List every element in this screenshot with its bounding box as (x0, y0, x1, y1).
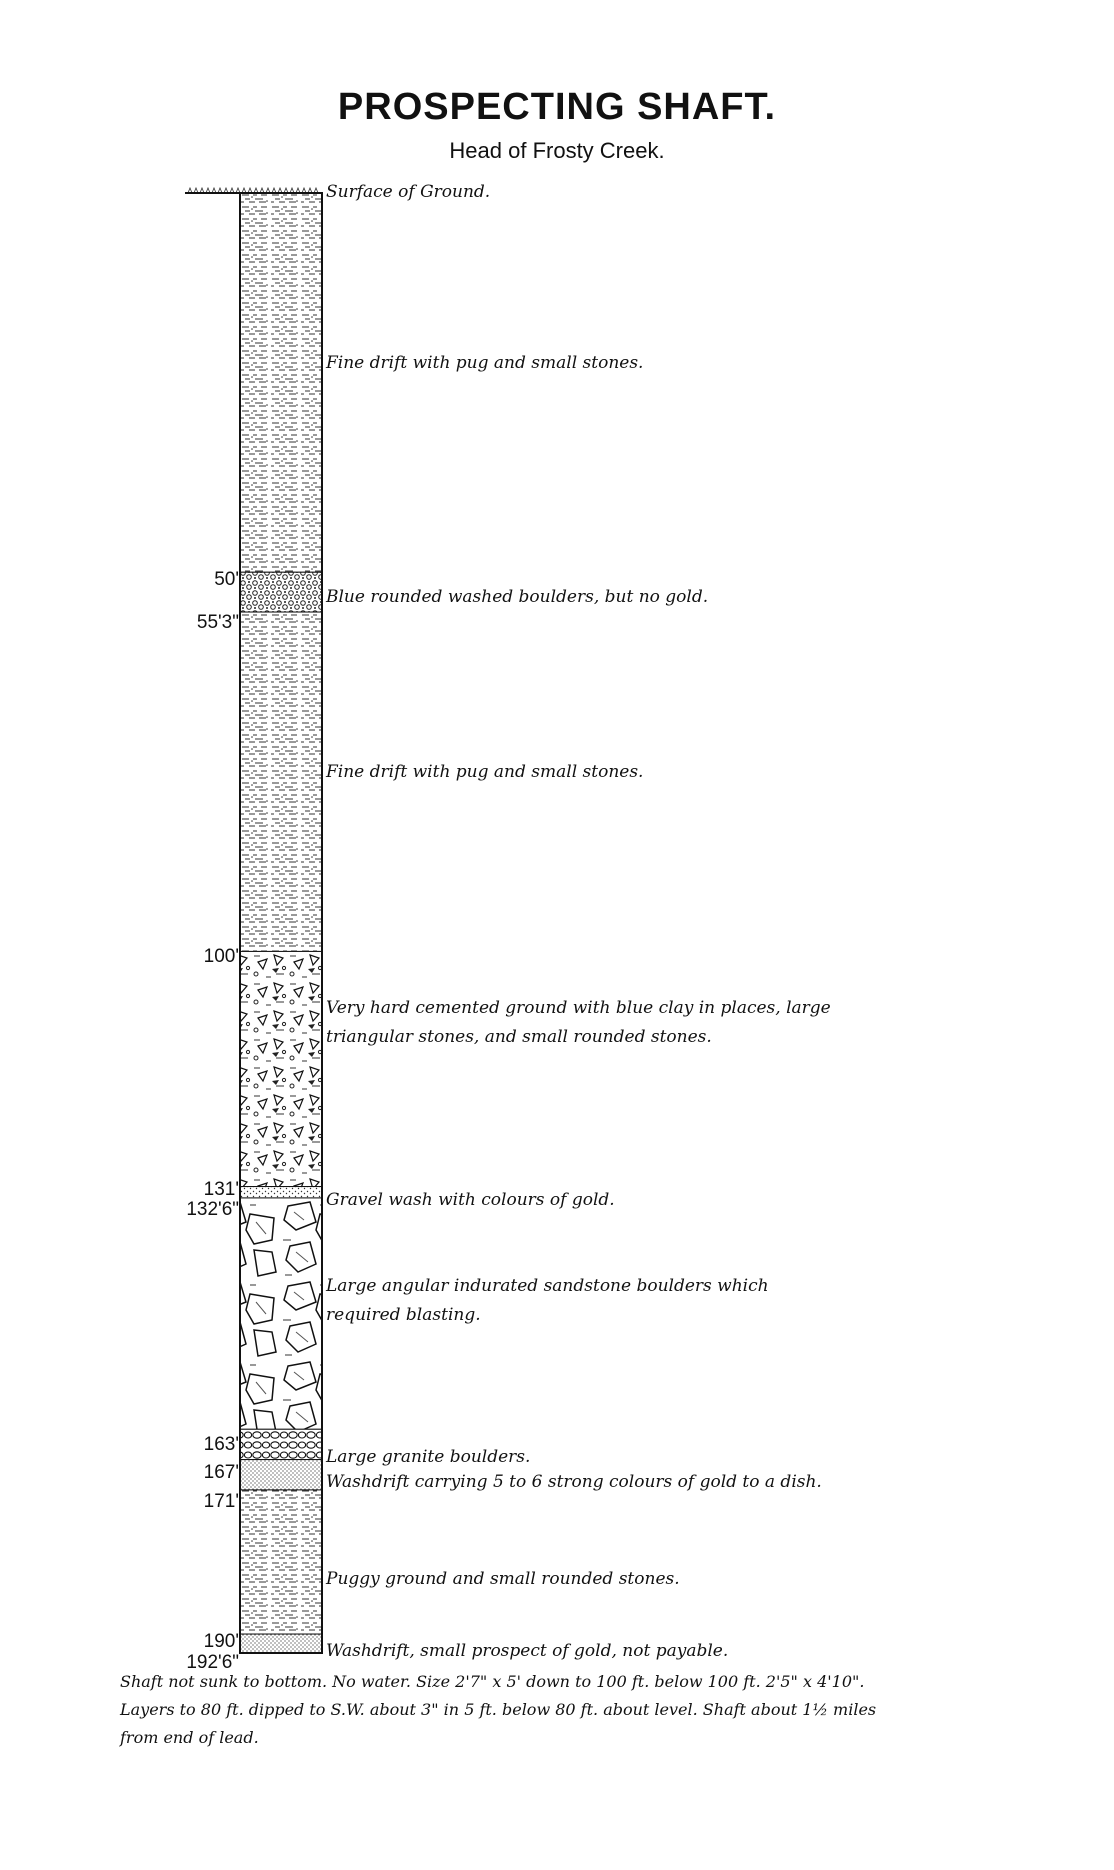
layer-description: Gravel wash with colours of gold. (326, 1190, 615, 1210)
depth-label-192-6: 192'6" (186, 1652, 239, 1673)
stratum-drift (240, 1490, 322, 1634)
stratum-washdrift (240, 1460, 322, 1490)
layer-description: Washdrift, small prospect of gold, not payable. (326, 1641, 729, 1661)
layer-description: Puggy ground and small rounded stones. (326, 1569, 680, 1589)
depth-label-190: 190' (203, 1631, 239, 1652)
footnote (120, 1668, 1020, 1752)
depth-label-50: 50' (214, 569, 239, 590)
layer-description: Washdrift carrying 5 to 6 strong colours of gold to a dish. (326, 1472, 822, 1492)
depth-label-100: 100' (203, 946, 239, 967)
layer-description: Blue rounded washed boulders, but no gold. (326, 587, 709, 607)
stratum-washdrift (240, 1634, 322, 1653)
layer-description: triangular stones, and small rounded stones. (326, 1027, 712, 1047)
footnote-line: Layers to 80 ft. dipped to S.W. about 3" in 5 ft. below 80 ft. about level. Shaft about 1½ miles (120, 1700, 877, 1719)
depth-label-55-3: 55'3" (196, 612, 239, 633)
depth-label-163: 163' (203, 1434, 239, 1455)
stratum-gravel (240, 1187, 322, 1198)
stratum-drift (240, 193, 322, 572)
layer-description: Fine drift with pug and small stones. (326, 762, 644, 782)
diagram-title: PROSPECTING SHAFT. (337, 86, 777, 128)
depth-label-167: 167' (203, 1462, 239, 1483)
stratum-boulders-small (240, 572, 322, 612)
layer-description: required blasting. (326, 1305, 481, 1325)
stratum-granite (240, 1429, 322, 1459)
layer-description: Large granite boulders. (326, 1447, 531, 1467)
stratum-triangular (240, 951, 322, 1186)
diagram-subtitle: Head of Frosty Creek. (449, 138, 665, 163)
layer-description: Large angular indurated sandstone boulders which (326, 1276, 769, 1296)
stratum-large-angular (240, 1198, 322, 1429)
stratum-drift (240, 612, 322, 951)
depth-label-132-6: 132'6" (186, 1199, 239, 1220)
depth-label-131: 131' (203, 1179, 239, 1200)
footnote-line: Shaft not sunk to bottom. No water. Size 2'7" x 5' down to 100 ft. below 100 ft. 2'5" x 4'10". (120, 1672, 865, 1691)
depth-label-171: 171' (203, 1491, 239, 1512)
surface-label: Surface of Ground. (326, 182, 491, 202)
layer-description: Very hard cemented ground with blue clay in places, large (326, 998, 831, 1018)
footnote-line: from end of lead. (120, 1728, 259, 1747)
layer-description: Fine drift with pug and small stones. (326, 353, 644, 373)
